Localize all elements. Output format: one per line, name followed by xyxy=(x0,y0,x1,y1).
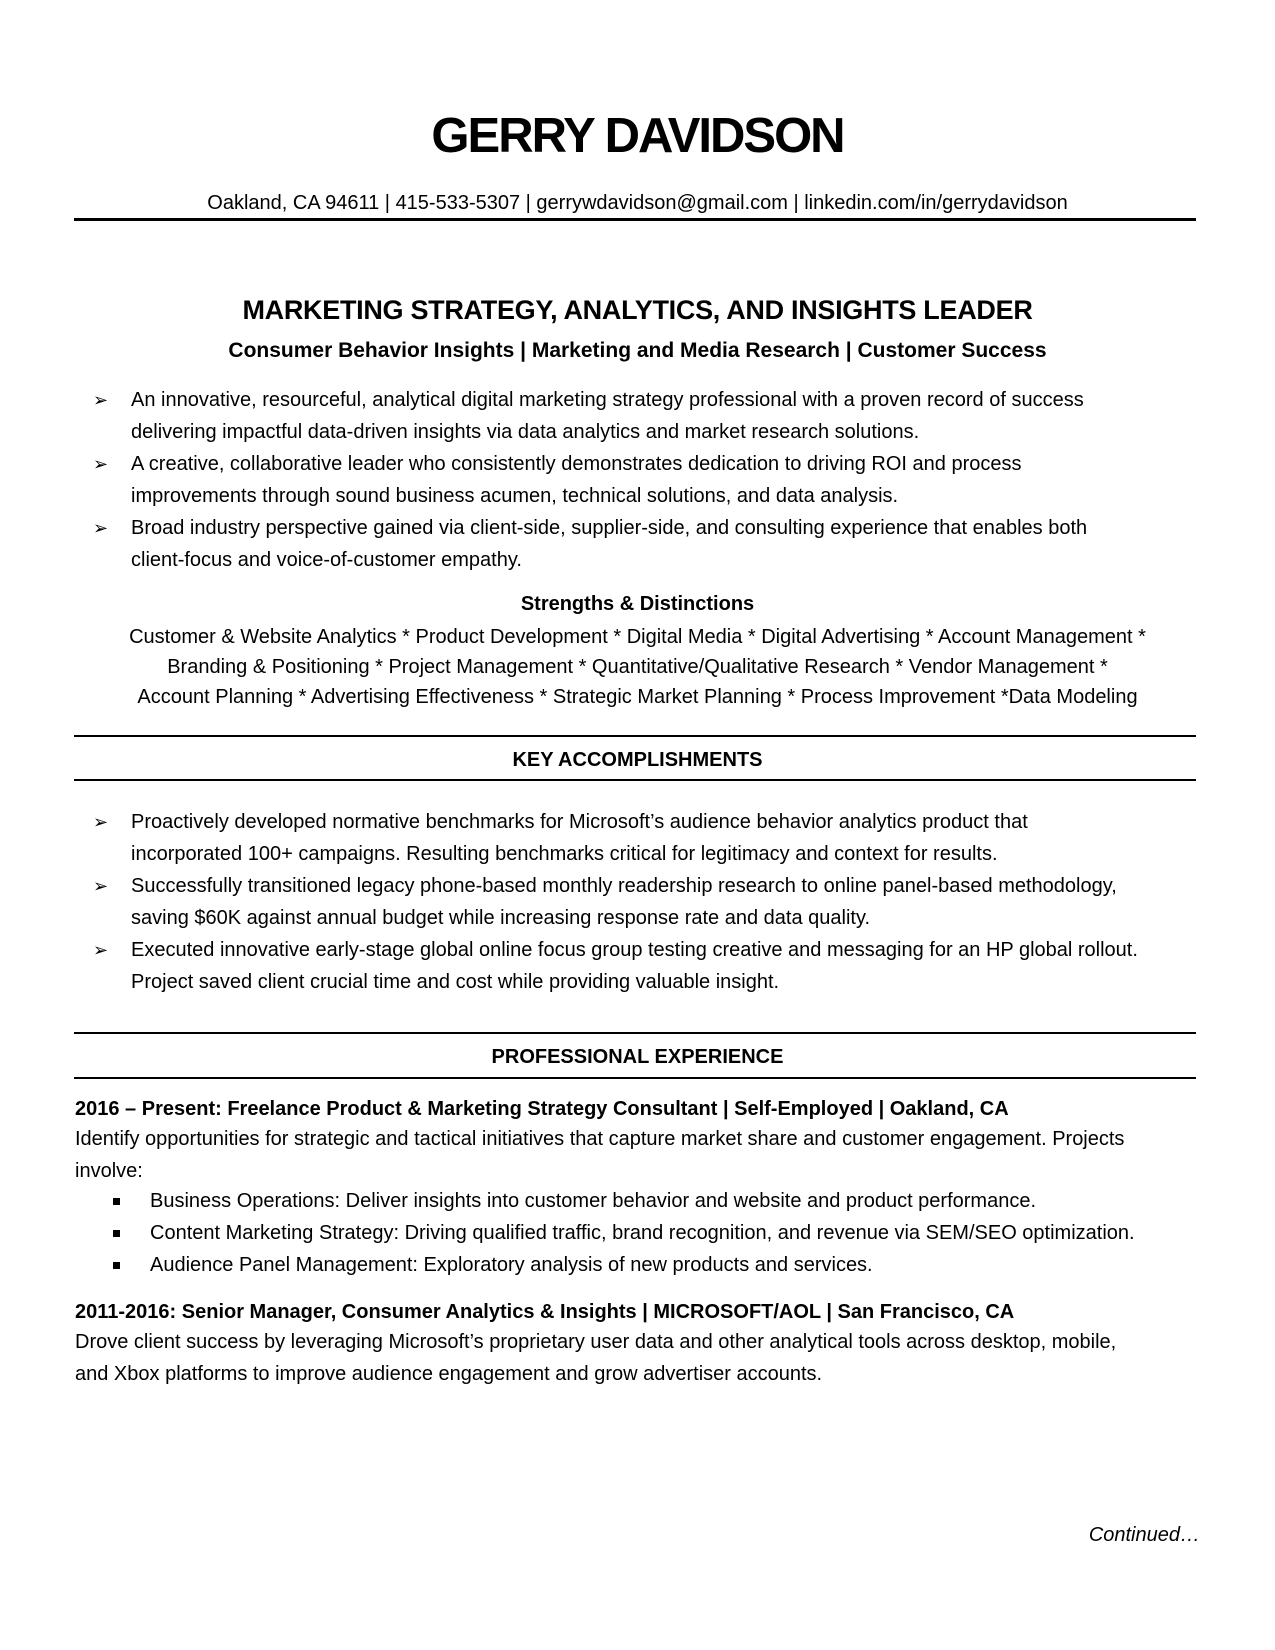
summary-list xyxy=(0,384,1275,576)
job-bullet: Business Operations: Deliver insights into customer behavior and website and product performance. xyxy=(0,1185,1275,1217)
job-bullet-list xyxy=(0,1185,1275,1281)
arrow-bullet-icon: ➢ xyxy=(93,390,109,410)
strengths-line: Account Planning * Advertising Effectiveness * Strategic Market Planning * Process Improvement *Data Modeling xyxy=(137,686,1138,708)
arrow-bullet-icon: ➢ xyxy=(93,518,109,538)
square-bullet-icon xyxy=(113,1230,120,1237)
job-bullet: Audience Panel Management: Exploratory analysis of new products and services. xyxy=(0,1249,1275,1281)
arrow-bullet-icon: ➢ xyxy=(93,876,109,896)
accomplishments-list xyxy=(0,806,1275,998)
accomplishment-item: ➢ Executed innovative early-stage global online focus group testing creative and messaging for an HP global rollout. Project saved client crucial time and cost while providing valuable insight. xyxy=(0,934,1275,998)
headline-subtitle: Consumer Behavior Insights | Marketing and Media Research | Customer Success xyxy=(228,339,1047,362)
contact-line: Oakland, CA 94611 | 415-533-5307 | gerrywdavidson@gmail.com | linkedin.com/in/gerrydavidson xyxy=(207,192,1068,214)
experience-bottom-rule xyxy=(74,1077,1196,1079)
headline-title: MARKETING STRATEGY, ANALYTICS, AND INSIGHTS LEADER xyxy=(242,295,1033,325)
job-heading: 2011-2016: Senior Manager, Consumer Analytics & Insights | MICROSOFT/AOL | San Francisco, CA xyxy=(75,1301,1015,1323)
job-heading: 2016 – Present: Freelance Product & Marketing Strategy Consultant | Self-Employed | Oakland, CA xyxy=(75,1098,1009,1120)
strengths-line: Customer & Website Analytics * Product Development * Digital Media * Digital Advertising * Account Management * xyxy=(129,626,1146,648)
accomplishment-item: ➢ Proactively developed normative benchmarks for Microsoft’s audience behavior analytics product that incorporated 100+ campaigns. Resulting benchmarks critical for legitimacy and context for results. xyxy=(0,806,1275,870)
accomplishments-bottom-rule xyxy=(74,779,1196,781)
header-divider xyxy=(74,218,1196,221)
summary-item: ➢ An innovative, resourceful, analytical digital marketing strategy professional with a proven record of success delivering impactful data-driven insights via data analytics and market research solutions. xyxy=(0,384,1275,448)
job-description: Drove client success by leveraging Microsoft’s proprietary user data and other analytical tools across desktop, mobile, and Xbox platforms to improve audience engagement and grow advertiser accounts. xyxy=(75,1331,1117,1385)
accomplishments-top-rule xyxy=(74,735,1196,737)
continued-note: Continued… xyxy=(1088,1524,1200,1546)
experience-title: PROFESSIONAL EXPERIENCE xyxy=(491,1046,784,1068)
job-bullet: Content Marketing Strategy: Driving qualified traffic, brand recognition, and revenue via SEM/SEO optimization. xyxy=(0,1217,1275,1249)
square-bullet-icon xyxy=(113,1262,120,1269)
candidate-name: GERRY DAVIDSON xyxy=(431,109,844,163)
summary-item: ➢ A creative, collaborative leader who consistently demonstrates dedication to driving ROI and process improvements through sound business acumen, technical solutions, and data analysis. xyxy=(0,448,1275,512)
strengths-line: Branding & Positioning * Project Management * Quantitative/Qualitative Research * Vendor Management * xyxy=(167,656,1108,678)
arrow-bullet-icon: ➢ xyxy=(93,940,109,960)
strengths-title: Strengths & Distinctions xyxy=(520,593,755,615)
experience-top-rule xyxy=(74,1032,1196,1034)
summary-item: ➢ Broad industry perspective gained via client-side, supplier-side, and consulting experience that enables both client-focus and voice-of-customer empathy. xyxy=(0,512,1275,576)
arrow-bullet-icon: ➢ xyxy=(93,812,109,832)
accomplishment-item: ➢ Successfully transitioned legacy phone-based monthly readership research to online panel-based methodology, saving $60K against annual budget while increasing response rate and data quality. xyxy=(0,870,1275,934)
job-description: Identify opportunities for strategic and tactical initiatives that capture market share and customer engagement. Projects involve: xyxy=(75,1128,1125,1182)
arrow-bullet-icon: ➢ xyxy=(93,454,109,474)
square-bullet-icon xyxy=(113,1198,120,1205)
accomplishments-title: KEY ACCOMPLISHMENTS xyxy=(512,749,763,771)
